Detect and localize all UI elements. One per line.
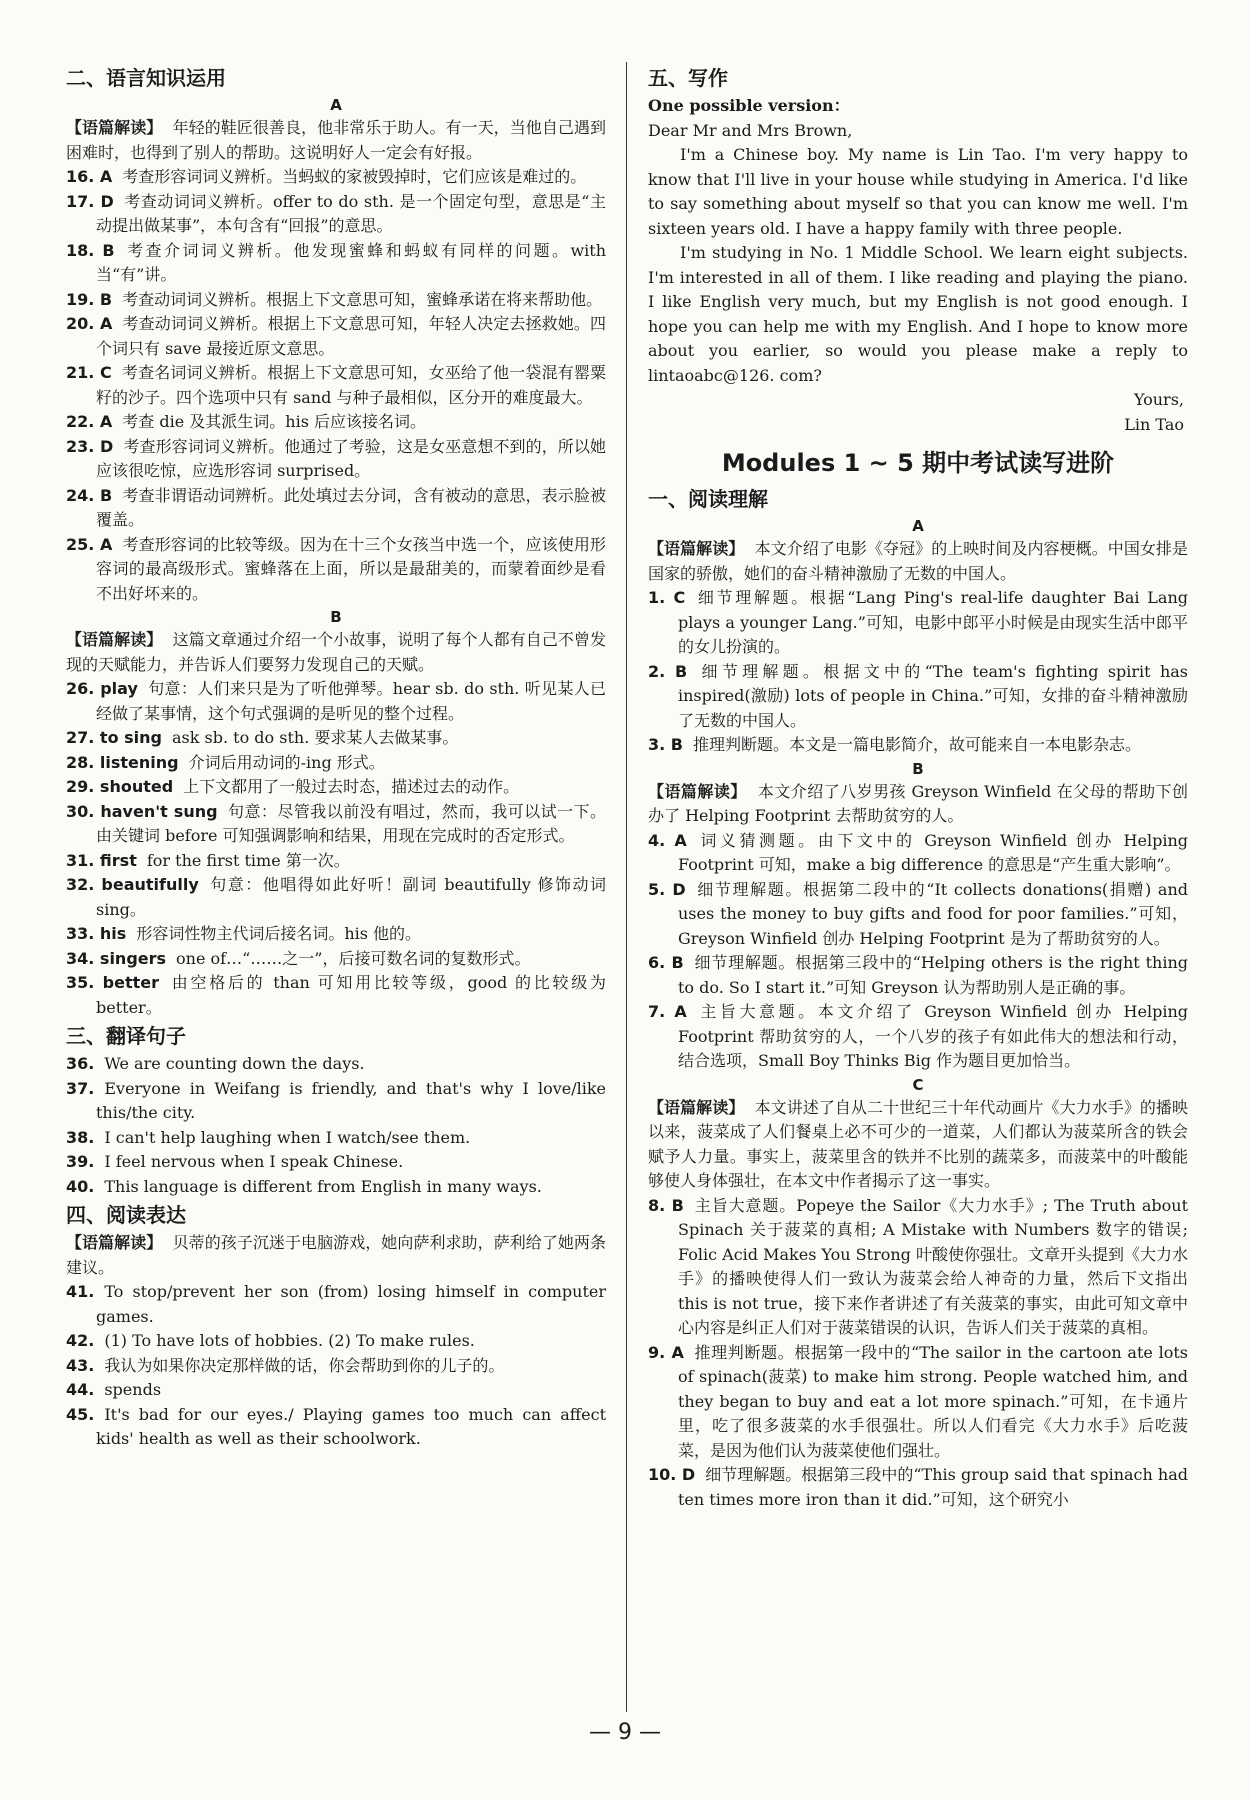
answer-item: [66, 751, 606, 776]
answer-item: [66, 484, 606, 533]
right-column: [648, 62, 1188, 1512]
answer-explanation: spends: [104, 1380, 162, 1399]
answer-item: [648, 660, 1188, 734]
subsection-b: B: [912, 759, 924, 778]
answer-key: 33. his: [66, 924, 127, 943]
answer-item: [66, 1052, 606, 1077]
answer-key: 18. B: [66, 240, 115, 260]
summary-tag: 【语篇解读】: [648, 781, 747, 801]
answer-key: 22. A: [66, 412, 113, 431]
answer-item: [66, 775, 606, 800]
section-heading-writing: 五、写作: [648, 66, 728, 90]
answer-item: [648, 1341, 1188, 1464]
answer-explanation: I feel nervous when I speak Chinese.: [104, 1152, 404, 1171]
answer-key: 35. better: [66, 973, 159, 992]
answer-item: [648, 1463, 1188, 1512]
answer-explanation: To stop/prevent her son (from) losing himself in computer games.: [96, 1282, 606, 1326]
summary-text: 本文介绍了八岁男孩 Greyson Winfield 在父母的帮助下创办了 Helping Footprint 去帮助贫穷的人。: [648, 781, 1188, 825]
answer-key: 26. play: [66, 679, 138, 698]
answer-key: 41.: [66, 1282, 95, 1301]
answer-key: 29. shouted: [66, 777, 174, 796]
left-column: [66, 62, 606, 1452]
answer-item: [66, 1175, 606, 1200]
passage-summary-a: [648, 537, 1188, 586]
answer-key: 17. D: [66, 191, 114, 211]
answer-key: 25. A: [66, 534, 113, 554]
answer-item: [648, 878, 1188, 952]
answer-explanation: one of…“……之一”，后接可数名词的复数形式。: [176, 948, 531, 968]
answer-item: [66, 1126, 606, 1151]
answer-item: [66, 1280, 606, 1329]
answer-key: 5. D: [648, 879, 686, 899]
subsection-b: B: [330, 608, 342, 626]
summary-tag: 【语篇解读】: [66, 118, 163, 137]
section-heading-language: 二、语言知识运用: [66, 66, 226, 90]
answer-list-b: [66, 677, 606, 1020]
answer-key: 31. first: [66, 850, 137, 870]
answer-key: 3. B: [648, 735, 683, 754]
answer-item: [66, 849, 606, 874]
answer-item: [66, 726, 606, 751]
answer-list-b: [648, 829, 1188, 1074]
answer-key: 39.: [66, 1152, 95, 1171]
answer-item: [66, 1378, 606, 1403]
answer-item: [66, 533, 606, 607]
version-label: One possible version：: [648, 96, 850, 115]
answer-explanation: 考查动词词义辨析。根据上下文意思可知，蜜蜂承诺在将来帮助他。: [122, 289, 603, 309]
answer-key: 30. haven't sung: [66, 801, 218, 821]
answer-key: 40.: [66, 1176, 95, 1196]
answer-explanation: 由空格后的 than 可知用比较等级，good 的比较级为 better。: [96, 973, 606, 1017]
subsection-c: C: [912, 1075, 924, 1094]
answer-key: 1. C: [648, 588, 686, 607]
answer-key: 19. B: [66, 289, 113, 309]
answer-explanation: 考查名词词义辨析。根据上下文意思可知，女巫给了他一袋混有罂粟籽的沙子。四个选项中只有 sand 与种子最相似，区分开的难度最大。: [96, 363, 606, 407]
answer-item: [66, 312, 606, 361]
answer-item: [66, 239, 606, 288]
answer-explanation: ask sb. to do sth. 要求某人去做某事。: [171, 728, 459, 747]
subsection-a: A: [912, 517, 924, 535]
answer-explanation: 细节理解题。根据文中的“The team's fighting spirit has inspired(激励) lots of people in China.”可知，女排的奋斗精神激励了无数的中国人。: [678, 661, 1188, 730]
answer-explanation: 考查非谓语动词辨析。此处填过去分词，含有被动的意思，表示脸被覆盖。: [96, 485, 606, 529]
answer-item: [66, 1403, 606, 1452]
answer-explanation: 考查 die 及其派生词。his 后应该接名词。: [122, 412, 427, 431]
answer-explanation: 推理判断题。根据第一段中的“The sailor in the cartoon ate lots of spinach(菠菜) to make him strong. People watched him, and they began to buy and eat a lot more spinach.”可知，在卡通片里，吃了很多菠菜的水手很强壮。所以人们看完《大力水手》后吃菠菜，是因为他们认为菠菜使他们强壮。: [678, 1342, 1188, 1460]
answer-explanation: 考查介词词义辨析。他发现蜜蜂和蚂蚁有同样的问题。with 当“有”讲。: [96, 240, 606, 284]
answer-item: [66, 165, 606, 190]
answer-explanation: It's bad for our eyes./ Playing games too much can affect kids' health as well as their schoolwork.: [96, 1404, 606, 1448]
letter-signature: Lin Tao: [1124, 414, 1184, 434]
answer-key: 44.: [66, 1380, 95, 1399]
answer-item: [66, 1354, 606, 1379]
answer-item: [648, 733, 1188, 758]
answer-item: [66, 1329, 606, 1354]
column-divider: [626, 62, 627, 1712]
answer-explanation: 词义猜测题。由下文中的 Greyson Winfield 创办 Helping Footprint 可知，make a big difference 的意思是“产生重大影响”。: [678, 830, 1188, 874]
summary-tag: 【语篇解读】: [648, 1097, 745, 1117]
answer-item: [66, 1150, 606, 1175]
letter-greeting: Dear Mr and Mrs Brown,: [648, 120, 853, 140]
answer-explanation: 形容词性物主代词后接名词。his 他的。: [136, 924, 422, 943]
answer-explanation: 细节理解题。根据第三段中的“Helping others is the right thing to do. So I start it.”可知 Greyson 认为帮助别人是正确的事。: [678, 953, 1188, 997]
answer-explanation: 上下文都用了一般过去时态，描述过去的动作。: [183, 777, 520, 796]
module-title: Modules 1 ~ 5 期中考试读写进阶: [721, 449, 1115, 477]
summary-text: 本文讲述了自从二十世纪三十年代动画片《大力水手》的播映以来，菠菜成了人们餐桌上必不可少的一道菜，人们都认为菠菜所含的铁会赋予人力量。事实上，菠菜里含的铁并不比别的蔬菜多，而菠菜中的叶酸能够使人身体强壮，在本文中作者揭示了这一事实。: [648, 1097, 1188, 1190]
answer-key: 34. singers: [66, 948, 167, 968]
answer-list-a: [648, 586, 1188, 758]
answer-key: 8. B: [648, 1195, 684, 1215]
letter-paragraph-2: I'm studying in No. 1 Middle School. We learn eight subjects. I'm interested in all of them. I like reading and playing the piano. I like English very much, but my English is not good enough. I hope you can help me with my English. And I hope to know more about you earlier, so would you please make a reply to lintaoabc@126. com?: [648, 243, 1188, 385]
page-number: — 9 —: [589, 1720, 661, 1745]
answer-key: 36.: [66, 1054, 95, 1073]
answer-explanation: 考查形容词的比较等级。因为在十三个女孩当中选一个，应该使用形容词的最高级形式。蜜蜂落在上面，所以是最甜美的，而蒙着面纱是看不出好坏来的。: [96, 534, 606, 603]
answer-item: [66, 947, 606, 972]
answer-item: [648, 829, 1188, 878]
answer-key: 21. C: [66, 363, 112, 382]
passage-summary-c: [648, 1096, 1188, 1194]
answer-explanation: 主旨大意题。Popeye the Sailor《大力水手》; The Truth about Spinach 关于菠菜的真相; A Mistake with Numbers 数字的错误; Folic Acid Makes You Strong 叶酸使你强壮。文章开头提到《大力水手》的播映使得人们一致认为菠菜会给人神奇的力量，然后下文指出 this is not true，接下来作者讲述了有关菠菜的事实，由此可知文章中心内容是纠正人们对于菠菜错误的认识，告诉人们关于菠菜的真相。: [678, 1195, 1188, 1337]
summary-text: 本文介绍了电影《夺冠》的上映时间及内容梗概。中国女排是国家的骄傲，她们的奋斗精神激励了无数的中国人。: [648, 539, 1188, 583]
summary-text: 这篇文章通过介绍一个小故事，说明了每个人都有自己不曾发现的天赋能力，并告诉人们要努力发现自己的天赋。: [66, 630, 606, 674]
answer-explanation: 细节理解题。根据“Lang Ping's real-life daughter Bai Lang plays a younger Lang.”可知，电影中郎平小时候是由现实生活中郎平的女儿扮演的。: [678, 588, 1188, 656]
answer-key: 20. A: [66, 314, 113, 333]
answer-explanation: 句意：人们来只是为了听他弹琴。hear sb. do sth. 听见某人已经做了某事情，这个句式强调的是听见的整个过程。: [96, 679, 606, 723]
answer-key: 32. beautifully: [66, 875, 199, 894]
passage-summary-4: [66, 1231, 606, 1280]
answer-explanation: (1) To have lots of hobbies. (2) To make rules.: [104, 1331, 475, 1350]
summary-tag: 【语篇解读】: [648, 539, 745, 558]
answer-explanation: I can't help laughing when I watch/see them.: [104, 1127, 471, 1147]
answer-key: 6. B: [648, 953, 684, 972]
answer-key: 16. A: [66, 167, 113, 186]
summary-text: 贝蒂的孩子沉迷于电脑游戏，她向萨利求助，萨利给了她两条建议。: [66, 1233, 606, 1277]
answer-explanation: 我认为如果你决定那样做的话，你会帮助到你的儿子的。: [104, 1355, 505, 1375]
letter-closing: Yours,: [1133, 390, 1184, 409]
answer-key: 38.: [66, 1127, 95, 1147]
answer-key: 2. B: [648, 661, 688, 681]
answer-explanation: 句意：他唱得如此好听！副词 beautifully 修饰动词 sing。: [96, 875, 606, 919]
answer-item: [66, 922, 606, 947]
answer-explanation: 考查形容词词义辨析。当蚂蚁的家被毁掉时，它们应该是难过的。: [122, 167, 587, 186]
answer-item: [66, 410, 606, 435]
answer-item: [648, 1194, 1188, 1341]
answer-item: [66, 1077, 606, 1126]
answer-explanation: 考查形容词词义辨析。他通过了考验，这是女巫意想不到的，所以她应该很吃惊，应选形容词 surprised。: [96, 436, 606, 480]
answer-item: [66, 288, 606, 313]
answer-item: [66, 435, 606, 484]
answer-list-c: [648, 1194, 1188, 1513]
answer-explanation: We are counting down the days.: [104, 1054, 365, 1073]
answer-explanation: 考查动词词义辨析。根据上下文意思可知，年轻人决定去拯救她。四个词只有 save 最接近原文意思。: [96, 314, 606, 358]
section-heading-reading-expression: 四、阅读表达: [66, 1203, 186, 1227]
answer-key: 45.: [66, 1404, 95, 1424]
answer-explanation: 细节理解题。根据第二段中的“It collects donations(捐赠) and uses the money to buy gifts and food for poor families.”可知，Greyson Winfield 创办 Helping Footprint 是为了帮助贫穷的人。: [678, 879, 1189, 948]
answer-item: [648, 586, 1188, 660]
passage-summary-b: [66, 628, 606, 677]
answer-explanation: 句意：尽管我以前没有唱过，然而，我可以试一下。由关键词 before 可知强调影响和结果，用现在完成时的否定形式。: [96, 801, 606, 845]
answer-key: 27. to sing: [66, 728, 162, 747]
answer-item: [66, 800, 606, 849]
answer-item: [66, 971, 606, 1020]
letter-paragraph-1: I'm a Chinese boy. My name is Lin Tao. I'm very happy to know that I'll live in your house while studying in America. I'd like to say something about myself so that you can know me well. I'm sixteen years old. I have a happy family with three people.: [648, 145, 1188, 238]
answer-key: 23. D: [66, 436, 114, 456]
passage-summary-a: [66, 116, 606, 165]
summary-tag: 【语篇解读】: [66, 630, 163, 649]
answer-list-reading-expression: [66, 1280, 606, 1452]
answer-explanation: for the first time 第一次。: [146, 850, 350, 870]
answer-key: 7. A: [648, 1002, 687, 1021]
answer-explanation: 主旨大意题。本文介绍了 Greyson Winfield 创办 Helping Footprint 帮助贫穷的人，一个八岁的孩子有如此伟大的想法和行动，结合选项，Small Boy Thinks Big 作为题目更加恰当。: [678, 1002, 1188, 1070]
answer-key: 9. A: [648, 1342, 684, 1362]
answer-item: [66, 190, 606, 239]
answer-explanation: 考查动词词义辨析。offer to do sth. 是一个固定句型，意思是“主动提出做某事”，本句含有“回报”的意思。: [96, 191, 606, 235]
answer-key: 43.: [66, 1355, 95, 1375]
answer-key: 28. listening: [66, 752, 179, 772]
answer-explanation: This language is different from English in many ways.: [104, 1176, 542, 1196]
answer-item: [66, 361, 606, 410]
answer-list-translation: [66, 1052, 606, 1199]
section-heading-reading: 一、阅读理解: [648, 487, 768, 511]
answer-item: [648, 1000, 1188, 1074]
answer-item: [66, 677, 606, 726]
answer-list-a: [66, 165, 606, 606]
answer-item: [648, 951, 1188, 1000]
answer-key: 24. B: [66, 485, 113, 505]
answer-key: 10. D: [648, 1465, 696, 1484]
subsection-a: A: [330, 96, 342, 114]
answer-explanation: Everyone in Weifang is friendly, and that's why I love/like this/the city.: [96, 1078, 606, 1122]
answer-item: [66, 873, 606, 922]
answer-explanation: 细节理解题。根据第三段中的“This group said that spinach had ten times more iron than it did.”可知，这个研究小: [678, 1465, 1188, 1509]
section-heading-translation: 三、翻译句子: [66, 1024, 186, 1048]
answer-explanation: 推理判断题。本文是一篇电影简介，故可能来自一本电影杂志。: [692, 735, 1141, 754]
answer-key: 42.: [66, 1331, 95, 1350]
answer-explanation: 介词后用动词的-ing 形式。: [188, 752, 385, 772]
summary-text: 年轻的鞋匠很善良，他非常乐于助人。有一天，当他自己遇到困难时，也得到了别人的帮助。这说明好人一定会有好报。: [66, 118, 606, 162]
answer-key: 37.: [66, 1078, 95, 1098]
passage-summary-b: [648, 780, 1188, 829]
answer-key: 4. A: [648, 830, 687, 850]
summary-tag: 【语篇解读】: [66, 1233, 163, 1252]
